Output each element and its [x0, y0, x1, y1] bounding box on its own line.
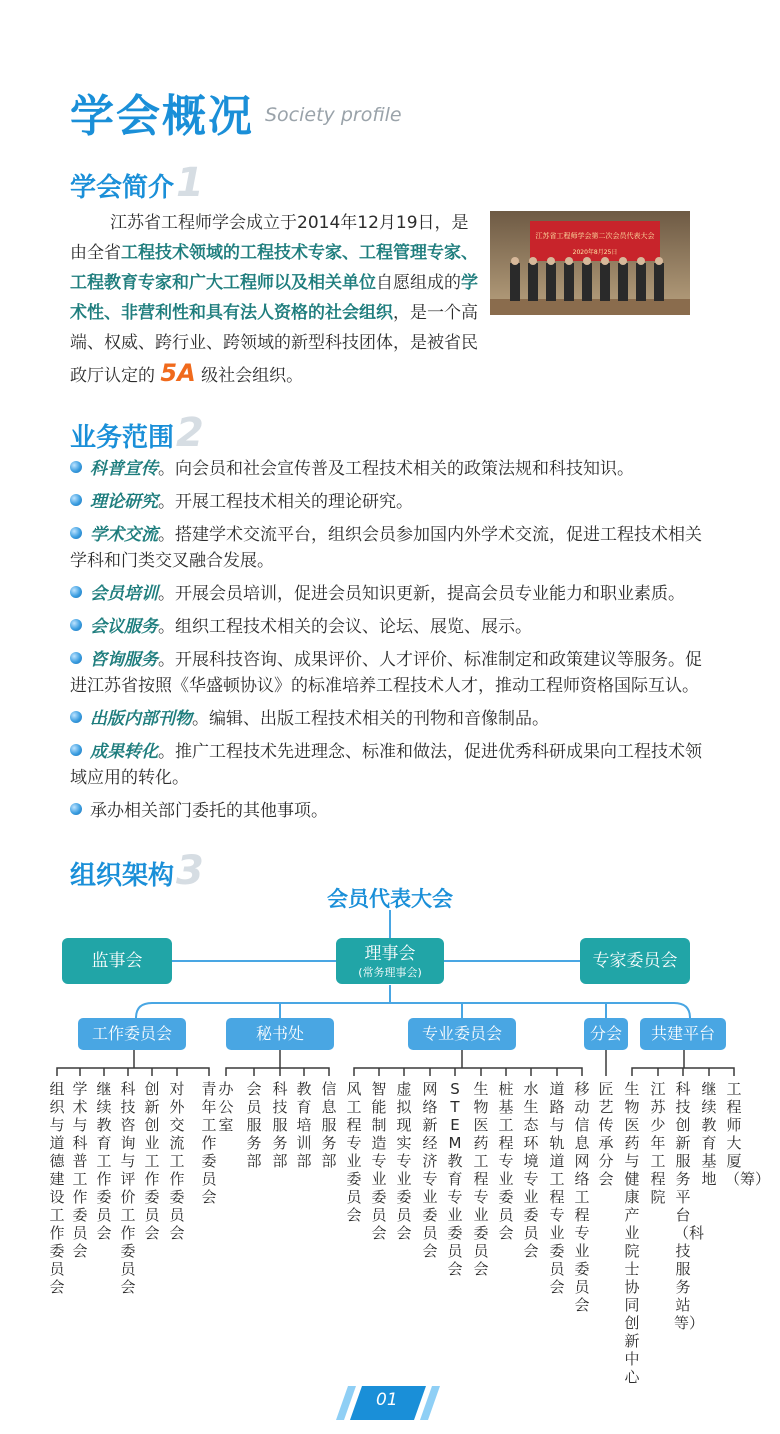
page-number: 01	[376, 1390, 398, 1410]
business-text: 。编辑、出版工程技术相关的刊物和音像制品。	[192, 709, 549, 729]
work-committee-item: 继续教育工作委员会	[96, 1080, 112, 1242]
intro-highlight-1: 工程技术领域的工程技术专家、工程管理专家、工程教育专家和广大工程师以及相关单位	[70, 243, 478, 293]
professional-item: 桩基工程专业委员会	[498, 1080, 514, 1242]
business-key: 学术交流	[90, 525, 158, 545]
category-branches: 分会	[584, 1018, 628, 1050]
category-professional: 专业委员会	[408, 1018, 516, 1050]
section2-title: 业务范围	[70, 423, 175, 453]
work-committee-item: 创新创业工作委员会	[144, 1080, 160, 1242]
intro-text-1: 江苏省工程师学会成立于2014年12月19日，是由全省	[70, 213, 469, 263]
platform-item: 生物医药与健康产业院士协同创新中心	[624, 1080, 640, 1386]
experts-box: 专家委员会	[580, 938, 690, 984]
professional-item: 生物医药工程专业委员会	[473, 1080, 489, 1278]
platform-item: 工程师大厦（筹）	[725, 1080, 771, 1188]
work-committee-item: 组织与道德建设工作委员会	[49, 1080, 65, 1296]
professional-item: 道路与轨道工程专业委员会	[549, 1080, 565, 1296]
professional-item: 智能制造专业委员会	[371, 1080, 387, 1242]
business-key: 成果转化	[90, 742, 158, 762]
platform-item: 继续教育基地	[701, 1080, 717, 1188]
work-committee-item: 科技咨询与评价工作委员会	[120, 1080, 136, 1296]
professional-item: 移动信息网络工程专业委员会	[574, 1080, 590, 1314]
section3-number: 3	[176, 848, 202, 894]
professional-item: STEM教育专业委员会	[447, 1080, 463, 1278]
secretariat-item: 科技服务部	[272, 1080, 288, 1170]
section1-title: 学会简介	[70, 173, 175, 203]
business-key: 咨询服务	[90, 650, 158, 670]
business-text: 。开展科技咨询、成果评价、人才评价、标准制定和政策建议等服务。促进江苏省按照《华盛顿协议》的标准培养工程技术人才，推动工程师资格国际互认。	[70, 650, 702, 696]
business-key: 会员培训	[90, 584, 158, 604]
council-box	[336, 938, 444, 984]
platform-item: 科技创新服务平台（科技服务站等）	[674, 1080, 705, 1332]
business-text: 。开展工程技术相关的理论研究。	[158, 492, 413, 512]
business-text: 。搭建学术交流平台，组织会员参加国内外学术交流，促进工程技术相关学科和门类交叉融合发展。	[70, 525, 702, 571]
council-label: 理事会	[364, 944, 416, 964]
business-text: 。开展会员培训，促进会员知识更新，提高会员专业能力和职业素质。	[158, 584, 685, 604]
business-text: 。推广工程技术先进理念、标准和做法，促进优秀科研成果向工程技术领域应用的转化。	[70, 742, 702, 788]
category-secretariat: 秘书处	[226, 1018, 334, 1050]
council-sub-label: (常务理事会)	[358, 966, 422, 979]
section3-title: 组织架构	[70, 861, 175, 891]
business-text: 。向会员和社会宣传普及工程技术相关的政策法规和科技知识。	[158, 459, 634, 479]
secretariat-item: 会员服务部	[246, 1080, 262, 1170]
page-title: 学会概况	[70, 91, 254, 142]
branch-item: 匠艺传承分会	[598, 1080, 614, 1188]
section2-number: 2	[176, 410, 202, 456]
photo-banner-text: 江苏省工程师学会第二次会员代表大会	[535, 232, 655, 240]
rating-5a: 5A	[160, 359, 196, 387]
section1-number: 1	[176, 160, 202, 206]
intro-text-2: 自愿组成的	[376, 273, 461, 293]
professional-item: 虚拟现实专业委员会	[396, 1080, 412, 1242]
professional-item: 风工程专业委员会	[346, 1080, 362, 1224]
business-key: 科普宣传	[90, 459, 158, 479]
supervisors-box: 监事会	[62, 938, 172, 984]
work-committee-item: 青年工作委员会	[201, 1080, 217, 1206]
intro-highlight-2: 学术性、非营利性和具有法人资格的社会组织	[70, 273, 478, 323]
page-subtitle: Society profile	[265, 104, 402, 126]
org-top-node: 会员代表大会	[327, 887, 453, 911]
business-text: 承办相关部门委托的其他事项。	[90, 801, 328, 821]
category-platforms: 共建平台	[640, 1018, 726, 1050]
category-work-committees: 工作委员会	[78, 1018, 186, 1050]
professional-item: 水生态环境专业委员会	[523, 1080, 539, 1260]
platform-item: 江苏少年工程院	[650, 1080, 666, 1206]
secretariat-item: 教育培训部	[296, 1080, 312, 1170]
professional-item: 网络新经济专业委员会	[422, 1080, 438, 1260]
secretariat-item: 办公室	[218, 1080, 234, 1134]
business-key: 会议服务	[90, 617, 158, 637]
work-committee-item: 对外交流工作委员会	[169, 1080, 185, 1242]
business-key: 理论研究	[90, 492, 158, 512]
intro-text-4: 级社会组织。	[201, 366, 304, 386]
business-text: 。组织工程技术相关的会议、论坛、展览、展示。	[158, 617, 532, 637]
photo-date-text: 2020年8月25日	[572, 249, 618, 256]
intro-text-3: ，是一个高端、权威、跨行业、跨领域的新型科技团体，是被省民政厅认定的	[70, 303, 478, 386]
secretariat-item: 信息服务部	[321, 1080, 337, 1170]
work-committee-item: 学术与科普工作委员会	[72, 1080, 88, 1260]
business-key: 出版内部刊物	[90, 709, 192, 729]
